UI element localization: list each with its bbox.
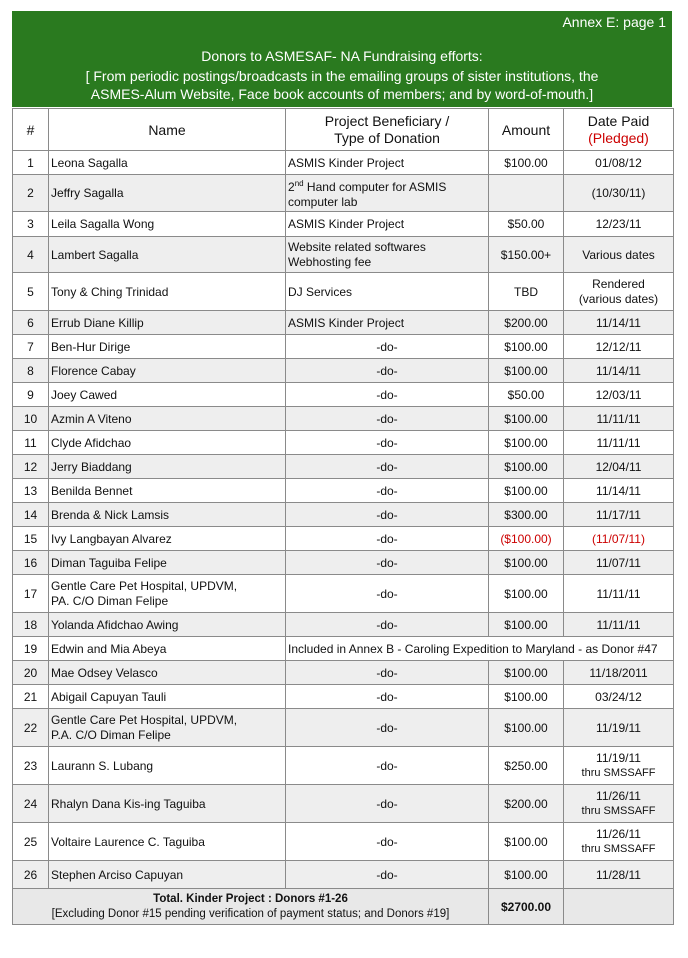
row-amount: $50.00 [489,212,564,237]
row-amount: $100.00 [489,359,564,383]
row-name: Joey Cawed [49,383,286,407]
table-row [13,359,674,383]
row-name: Leona Sagalla [49,151,286,175]
total-empty [564,889,674,925]
row-num: 11 [13,431,49,455]
table-row [13,311,674,335]
row-name: Stephen Arciso Capuyan [49,861,286,889]
row-num: 23 [13,747,49,785]
row-name-line2: P.A. C/O Diman Felipe [51,727,171,742]
row-num: 17 [13,575,49,613]
table-row [13,661,674,685]
header-num: # [13,109,49,151]
table-row [13,407,674,431]
row-project: -do- [286,359,489,383]
row-project: -do- [286,527,489,551]
donors-table [12,108,674,925]
row-name: Diman Taguiba Felipe [49,551,286,575]
row-amount: $100.00 [489,479,564,503]
row-name: Laurann S. Lubang [49,747,286,785]
table-row [13,527,674,551]
row-name: Rhalyn Dana Kis-ing Taguiba [49,785,286,823]
row-num: 18 [13,613,49,637]
row-num: 13 [13,479,49,503]
row-num: 8 [13,359,49,383]
row-num: 3 [13,212,49,237]
banner-line-2: ASMES-Alum Website, Face book accounts of members; and by word-of-mouth.] [90,86,594,102]
row-num: 12 [13,455,49,479]
table-row [13,335,674,359]
row-name: Voltaire Laurence C. Taguiba [49,823,286,861]
row-num: 21 [13,685,49,709]
table-row [13,455,674,479]
row-date [564,823,674,861]
row-project: -do- [286,613,489,637]
row-date-line2: thru SMSSAFF [581,767,656,779]
row-date-line1: Rendered [592,276,645,291]
row-project [286,175,489,212]
row-name [49,709,286,747]
row-name: Edwin and Mia Abeya [49,637,286,661]
row-name-line1: Gentle Care Pet Hospital, UPDVM, [51,712,238,727]
row-name: Yolanda Afidchao Awing [49,613,286,637]
header-amount: Amount [489,109,564,151]
row-date: 11/11/11 [564,613,674,637]
row-date [564,273,674,311]
row-project: -do- [286,685,489,709]
header-name: Name [49,109,286,151]
table-row [13,273,674,311]
row-date: 11/11/11 [564,407,674,431]
row-date-line2: thru SMSSAFF [581,805,656,817]
row-num: 22 [13,709,49,747]
row-date: 11/28/11 [564,861,674,889]
row-num: 26 [13,861,49,889]
row-num: 25 [13,823,49,861]
row-amount: TBD [489,273,564,311]
row-amount: $100.00 [489,575,564,613]
row-date [564,785,674,823]
row-amount: $200.00 [489,785,564,823]
row-project: -do- [286,383,489,407]
row-project: -do- [286,479,489,503]
total-note: [Excluding Donor #15 pending verification of payment status; and Donors #19] [51,907,450,920]
row-num: 7 [13,335,49,359]
row-date: 11/19/11 [564,709,674,747]
row-num: 15 [13,527,49,551]
row-num: 10 [13,407,49,431]
row-amount: $100.00 [489,431,564,455]
row-project [286,237,489,273]
row-date: 11/11/11 [564,431,674,455]
row-project: -do- [286,335,489,359]
row-num: 24 [13,785,49,823]
row-amount: $100.00 [489,823,564,861]
table-row [13,479,674,503]
row-date: 12/23/11 [564,212,674,237]
row-name: Jeffry Sagalla [49,175,286,212]
header-banner [12,11,672,107]
row-amount [489,175,564,212]
table-row [13,747,674,785]
row-date: (10/30/11) [564,175,674,212]
row-date: 11/07/11 [564,551,674,575]
row-amount: ($100.00) [489,527,564,551]
row-amount: $100.00 [489,407,564,431]
row-project: -do- [286,861,489,889]
table-row [13,212,674,237]
total-row [13,889,674,925]
row-project-ordinal-suffix: nd [294,179,304,188]
table-row [13,431,674,455]
row-amount: $100.00 [489,685,564,709]
header-project-line2: Type of Donation [334,129,440,146]
row-num: 16 [13,551,49,575]
row-num: 5 [13,273,49,311]
header-date [564,109,674,151]
row-date-line1: 11/26/11 [596,827,641,841]
table-row [13,613,674,637]
row-name: Clyde Afidchao [49,431,286,455]
row-date: 11/14/11 [564,359,674,383]
row-date: 03/24/12 [564,685,674,709]
row-name: Abigail Capuyan Tauli [49,685,286,709]
row-date: (11/07/11) [564,527,674,551]
table-row [13,861,674,889]
table-row [13,551,674,575]
table-row [13,503,674,527]
row-project: -do- [286,575,489,613]
table-row [13,637,674,661]
row-name: Benilda Bennet [49,479,286,503]
row-amount: $50.00 [489,383,564,407]
table-row [13,237,674,273]
annex-label: Annex E: page 1 [562,14,666,30]
row-project: -do- [286,661,489,685]
row-project: ASMIS Kinder Project [286,151,489,175]
row-name-line2: PA. C/O Diman Felipe [51,593,169,608]
table-header-row [13,109,674,151]
row-date: 11/14/11 [564,311,674,335]
row-project: -do- [286,551,489,575]
row-date: 11/11/11 [564,575,674,613]
row-amount: $200.00 [489,311,564,335]
row-project-line1: Hand computer for ASMIS [303,180,447,194]
row-date: 11/14/11 [564,479,674,503]
row-project: -do- [286,503,489,527]
row-date: 12/04/11 [564,455,674,479]
row-date: Various dates [564,237,674,273]
row-project: ASMIS Kinder Project [286,212,489,237]
total-label-cell [13,889,489,925]
row-num: 4 [13,237,49,273]
row-num: 1 [13,151,49,175]
row-name: Jerry Biaddang [49,455,286,479]
row-name: Ivy Langbayan Alvarez [49,527,286,551]
row-project: -do- [286,431,489,455]
header-date-line1: Date Paid [587,112,650,129]
row-amount: $100.00 [489,613,564,637]
row-name: Leila Sagalla Wong [49,212,286,237]
row-project-ordinal: 2 [288,180,295,194]
table-row [13,823,674,861]
table-row [13,685,674,709]
row-name: Florence Cabay [49,359,286,383]
header-date-line2: (Pledged) [588,129,649,146]
row-project: -do- [286,785,489,823]
row-num: 2 [13,175,49,212]
row-amount: $100.00 [489,861,564,889]
row-date: 01/08/12 [564,151,674,175]
row-num: 19 [13,637,49,661]
row-project: -do- [286,455,489,479]
row-name: Mae Odsey Velasco [49,661,286,685]
row-amount: $100.00 [489,551,564,575]
row-date-line2: (various dates) [578,291,659,306]
row-project: -do- [286,747,489,785]
row-project: -do- [286,709,489,747]
row-project: ASMIS Kinder Project [286,311,489,335]
row-num: 20 [13,661,49,685]
row-date: 11/17/11 [564,503,674,527]
row-amount: $300.00 [489,503,564,527]
table-row [13,383,674,407]
row-name: Ben-Hur Dirige [49,335,286,359]
row-num: 14 [13,503,49,527]
row-project: -do- [286,823,489,861]
row-name-line1: Gentle Care Pet Hospital, UPDVM, [51,578,238,593]
row-amount: $100.00 [489,661,564,685]
row-name: Errub Diane Killip [49,311,286,335]
row-project: -do- [286,407,489,431]
row-project-line1: Website related softwares [288,239,426,254]
table-row [13,709,674,747]
row-date-line1: 11/19/11 [596,751,641,765]
row-num: 6 [13,311,49,335]
row-name [49,575,286,613]
row-amount: $100.00 [489,455,564,479]
row-amount: $100.00 [489,709,564,747]
row-date: 12/03/11 [564,383,674,407]
row-date-line2: thru SMSSAFF [581,843,656,855]
banner-line-1: [ From periodic postings/broadcasts in the emailing groups of sister institutions, the [85,68,599,84]
row-amount: $250.00 [489,747,564,785]
banner-title: Donors to ASMESAF- NA Fundraising efforts: [201,48,483,64]
row-amount: $150.00+ [489,237,564,273]
row-project-line2: computer lab [288,195,358,209]
row-num: 9 [13,383,49,407]
row-date: 12/12/11 [564,335,674,359]
row-date [564,747,674,785]
header-project [286,109,489,151]
row-name: Lambert Sagalla [49,237,286,273]
table-row [13,575,674,613]
table-row [13,785,674,823]
table-row [13,175,674,212]
row-date-line1: 11/26/11 [596,789,641,803]
row-name: Brenda & Nick Lamsis [49,503,286,527]
header-project-line1: Project Beneficiary / [324,112,450,129]
total-label: Total. Kinder Project : Donors #1-26 [153,892,348,905]
row-date: 11/18/2011 [564,661,674,685]
total-amount: $2700.00 [489,889,564,925]
row-name: Azmin A Viteno [49,407,286,431]
row-name: Tony & Ching Trinidad [49,273,286,311]
row-project-line2: Webhosting fee [288,254,372,269]
row-note: Included in Annex B - Caroling Expedition to Maryland - as Donor #47 [286,637,674,661]
row-amount: $100.00 [489,151,564,175]
row-amount: $100.00 [489,335,564,359]
row-project: DJ Services [286,273,489,311]
table-row [13,151,674,175]
